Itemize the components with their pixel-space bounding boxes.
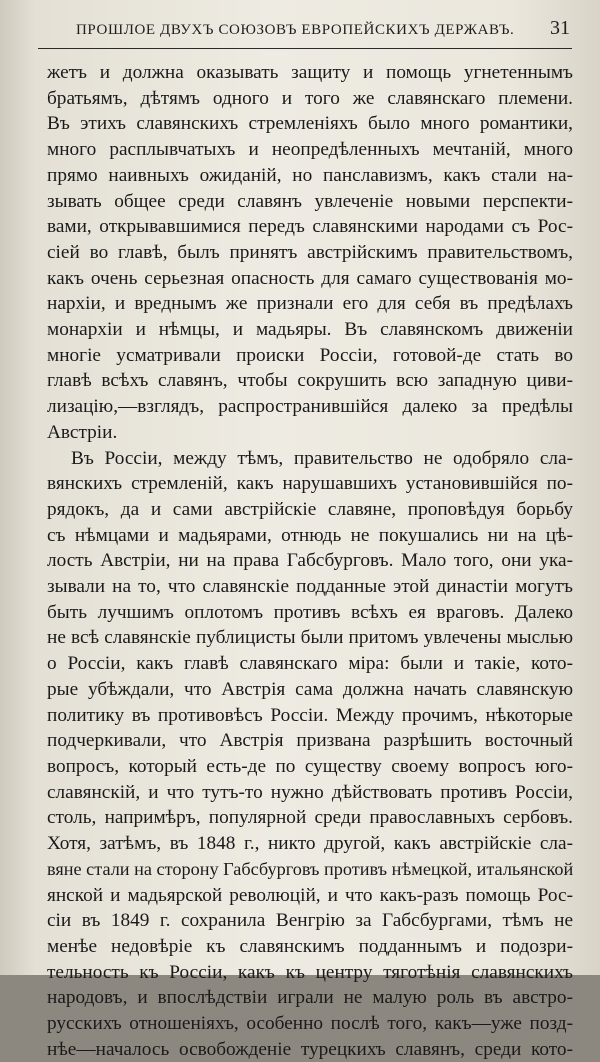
text-line: многіе усматривали происки Россіи, готовой-де стать во [47,344,573,366]
text-line: братьямъ, дѣтямъ одного и того же славянскаго племени. [47,87,573,109]
text-line: русскихъ отношеніяхъ, особенно послѣ того, какъ—уже позд- [47,1013,573,1035]
text-line: зывали на то, что славянскіе подданные этой династіи могутъ [47,576,573,598]
text-line: рые убѣждали, что Австрія сама должна начать славянскую [47,678,573,700]
text-line: Хотя, затѣмъ, въ 1848 г., никто другой, какъ австрійскіе сла- [47,833,573,855]
text-line: вами, открывавшимися передъ славянскими народами съ Рос- [47,216,573,238]
text-line: вяне стали на сторону Габсбурговъ противъ нѣмецкой, итальянской [47,858,574,879]
text-line: не всѣ славянскіе публицисты были притомъ увлечены мыслью [47,627,573,649]
paragraph-1 [47,60,573,446]
text-line: нѣе—началось освобожденіе турецкихъ славянъ, среди кото- [47,1038,573,1060]
text-line: вопросъ, который есть-де по существу своему вопросъ юго- [47,755,573,777]
text-line: лизацію,—взглядъ, распространившійся далеко за предѣлы [47,396,573,418]
text-line: лость Австріи, ни на права Габсбурговъ. Мало того, они ука- [47,550,573,572]
text-line: главѣ всѣхъ славянъ, чтобы сокрушить всю западную циви- [47,370,573,392]
page-number: 31 [550,17,570,39]
text-line: менѣе недовѣріе къ славянскимъ подданнымъ и подозри- [47,935,573,957]
text-line: Австріи. [47,421,118,443]
text-line: быть лучшимъ оплотомъ противъ всѣхъ ея враговъ. Далеко [47,601,573,623]
text-line: сіей во главѣ, былъ принятъ австрійскимъ правительствомъ, [47,241,573,263]
text-line: много расплывчатыхъ и неопредѣленныхъ мечтаній, много [47,139,573,161]
text-line: о Россіи, какъ главѣ славянскаго міра: были и такіе, кото- [47,653,573,675]
text-line: Въ этихъ славянскихъ стремленіяхъ было много романтики, [47,113,573,135]
text-line: рядокъ, да и сами австрійскіе славяне, проповѣдуя борьбу [47,498,573,520]
text-line: тельность къ Россіи, какъ къ центру тяготѣнія славянскихъ [47,961,573,983]
body-text [47,60,573,1062]
running-title: ПРОШЛОЕ ДВУХЪ СОЮЗОВЪ ЕВРОПЕЙСКИХЪ ДЕРЖАВЪ. [76,22,515,38]
text-line: зывать общее среди славянъ увлеченіе новыми перспекти- [47,190,573,212]
paragraph-2 [47,446,573,1062]
text-line: подчеркивали, что Австрія призвана разрѣшить восточный [47,730,573,752]
text-line: жетъ и должна оказывать защиту и помощь угнетеннымъ [47,62,573,83]
text-line: славянскій, и что тутъ-то нужно дѣйствовать противъ Россіи, [47,781,573,803]
text-line: какъ очень серьезная опасность для самаго существованія мо- [47,267,573,289]
text-line: сіи въ 1849 г. сохранила Венгрію за Габсбургами, тѣмъ не [47,910,573,932]
page-header [38,14,572,49]
text-line: политику въ противовѣсъ Россіи. Между прочимъ, нѣкоторые [47,704,573,726]
text-line: столь, напримѣръ, популярной среди православныхъ сербовъ. [47,807,573,829]
text-line: Въ Россіи, между тѣмъ, правительство не одобряло сла- [71,447,573,469]
text-line: съ нѣмцами и мадьярами, отнюдь не покушались ни на цѣ- [47,524,573,546]
text-line: нархіи, и вреднымъ же признали его для себя въ предѣлахъ [47,293,573,315]
text-line: народовъ, и впослѣдствіи играли не малую роль въ австро- [47,987,573,1009]
text-line: янской и мадьярской революцій, и что какъ-разъ помощь Рос- [47,884,573,906]
text-line: прямо наивныхъ ожиданій, но панславизмъ, какъ стали на- [47,164,573,186]
text-line: вянскихъ стремленій, какъ нарушавшихъ установившійся по- [47,473,573,495]
text-line: монархіи и нѣмцы, и мадьяры. Въ славянскомъ движеніи [47,319,573,341]
